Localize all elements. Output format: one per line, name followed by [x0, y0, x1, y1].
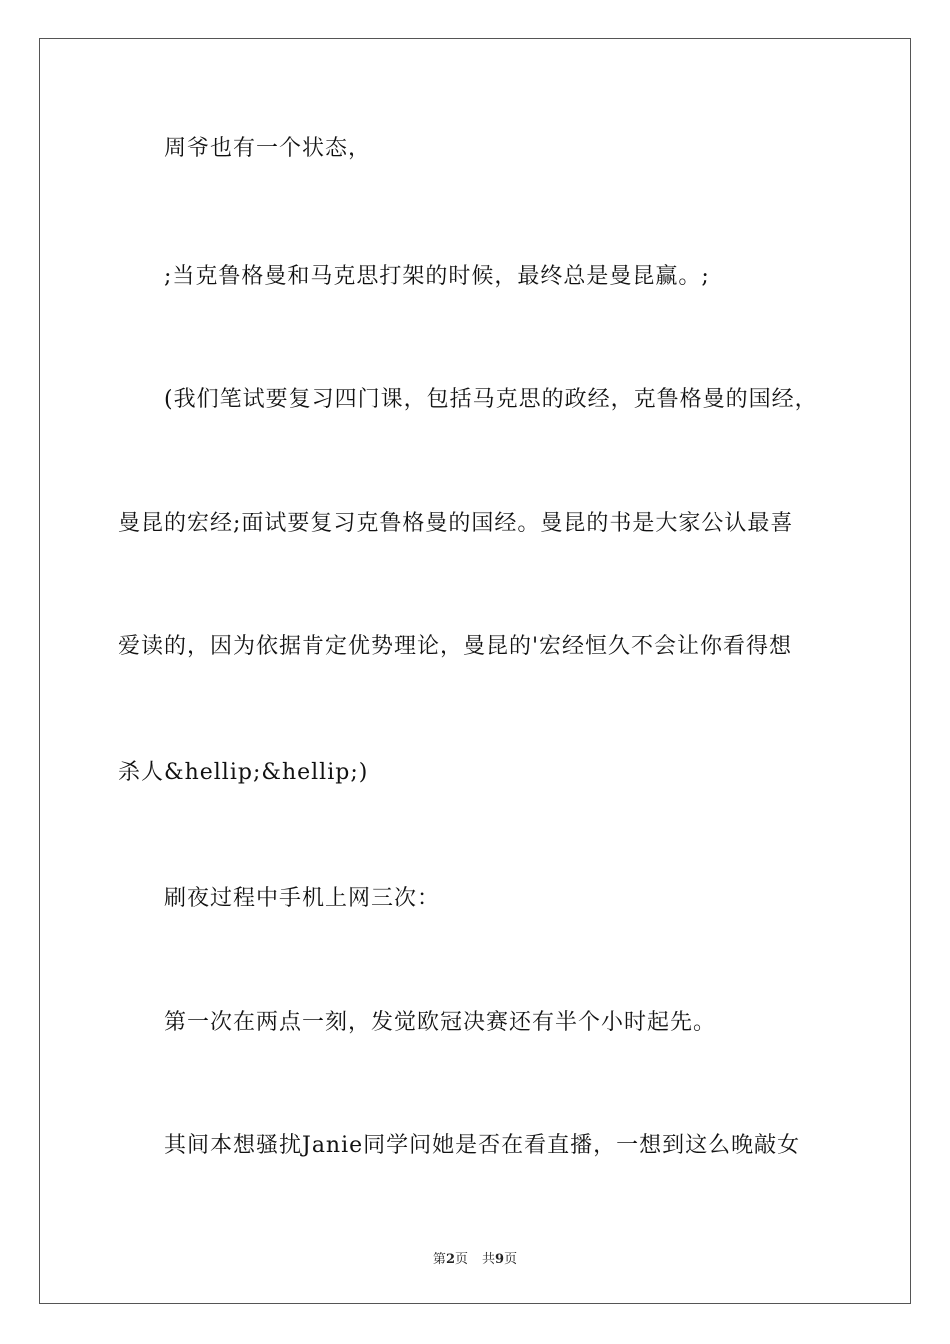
current-page-number: 2	[445, 1252, 455, 1267]
total-suffix: 页	[504, 1252, 518, 1267]
paragraph-line-5: 爱读的，因为依据肯定优势理论，曼昆的'宏经恒久不会让你看得想	[118, 634, 793, 659]
page-number-footer	[0, 1248, 950, 1267]
paragraph-line-9: 其间本想骚扰Janie同学问她是否在看直播，一想到这么晚敲女	[164, 1133, 801, 1158]
paragraph-line-6: 杀人&hellip;&hellip;)	[118, 760, 369, 785]
page-border	[39, 38, 911, 1304]
paragraph-line-8: 第一次在两点一刻，发觉欧冠决赛还有半个小时起先。	[164, 1010, 717, 1035]
paragraph-line-2: ;当克鲁格曼和马克思打架的时候，最终总是曼昆赢。;	[164, 264, 710, 289]
total-page-count: 9	[495, 1252, 505, 1267]
total-prefix: 共	[482, 1252, 496, 1267]
paragraph-line-3: (我们笔试要复习四门课，包括马克思的政经，克鲁格曼的国经，	[164, 387, 818, 412]
paragraph-line-7: 刷夜过程中手机上网三次：	[164, 886, 441, 911]
page-prefix: 第	[432, 1252, 446, 1267]
paragraph-line-4: 曼昆的宏经;面试要复习克鲁格曼的国经。曼昆的书是大家公认最喜	[118, 511, 794, 536]
page-suffix: 页	[454, 1252, 468, 1267]
paragraph-line-1: 周爷也有一个状态，	[164, 136, 372, 161]
